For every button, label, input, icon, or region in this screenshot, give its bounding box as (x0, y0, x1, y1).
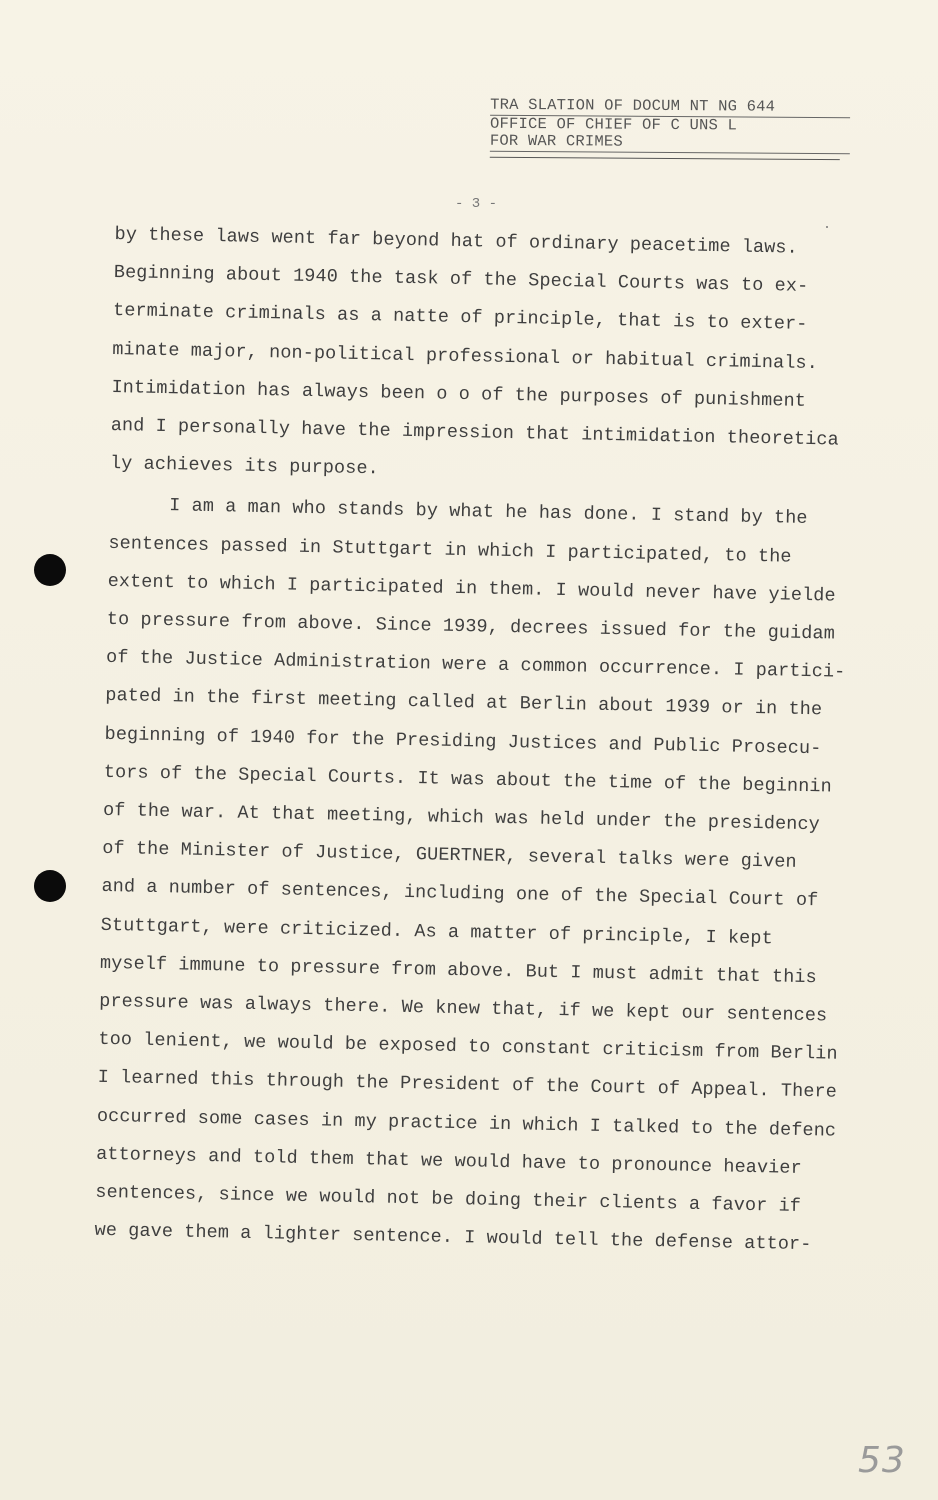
body-line: I learned this through the President of the Court of Appeal. There (97, 1067, 838, 1104)
body-line: I am a man who stands by what he has done. I stand by the (168, 495, 808, 530)
body-line: attorneys and told them that we would have to pronounce heavier (95, 1143, 802, 1179)
body-line: by these laws went far beyond hat of ordinary peacetime laws. (114, 223, 799, 259)
body-line: Beginning about 1940 the task of the Special Courts was to ex- (113, 262, 809, 298)
body-line: terminate criminals as a natte of principle, that is to exter- (112, 300, 808, 336)
body-line: and I personally have the impression that intimidation theoretica (110, 414, 839, 451)
header-rule (490, 157, 840, 160)
body-line: myself immune to pressure from above. But I must admit that this (99, 952, 817, 989)
body-line: ly achieves its purpose. (109, 453, 380, 480)
body-line: to pressure from above. Since 1939, decrees issued for the guidam (106, 608, 836, 645)
punch-hole (34, 554, 66, 586)
body-line: Intimidation has always been o o of the purposes of punishment (111, 376, 807, 412)
body-line: minate major, non-political professional or habitual criminals. (112, 338, 819, 374)
body-line: of the Minister of Justice, GUERTNER, several talks were given (102, 838, 797, 874)
body-line: of the war. At that meeting, which was held under the presidency (102, 799, 821, 836)
body-line: Stuttgart, were criticized. As a matter of principle, I kept (100, 914, 773, 950)
paper-speck (826, 226, 828, 228)
body-text (94, 216, 875, 1266)
header-translation-line: TRA SLATION OF DOCUM NT NG 644 (490, 97, 850, 119)
header-war-crimes-line: FOR WAR CRIMES (490, 133, 850, 155)
header-office-line: OFFICE OF CHIEF OF C UNS L (489, 114, 738, 135)
body-line: too lenient, we would be exposed to constant criticism from Berlin (98, 1029, 838, 1065)
body-line: sentences, since we would not be doing their clients a favor if (95, 1181, 802, 1218)
body-line: beginning of 1940 for the Presiding Justices and Public Prosecu- (104, 723, 822, 759)
body-line: occurred some cases in my practice in which I talked to the defenc (96, 1105, 837, 1142)
handwritten-page-number: 53 (858, 1440, 906, 1481)
body-line: sentences passed in Stuttgart in which I participated, to the (108, 532, 792, 568)
body-line: extent to which I participated in them. I would never have yielde (107, 570, 836, 607)
body-line: of the Justice Administration were a common occurrence. I partici- (105, 647, 846, 683)
punch-hole (34, 870, 66, 902)
body-line: pated in the first meeting called at Berlin about 1939 or in the (105, 685, 823, 721)
body-line: and a number of sentences, including one of the Special Court of (101, 876, 819, 912)
body-line: we gave them a lighter sentence. I would tell the defense attor- (94, 1220, 812, 1256)
body-line: pressure was always there. We knew that, if we kept our sentences (99, 990, 828, 1027)
page-number: - 3 - (455, 196, 498, 212)
document-header (490, 97, 850, 161)
body-line: tors of the Special Courts. It was about the time of the beginnin (103, 761, 833, 798)
